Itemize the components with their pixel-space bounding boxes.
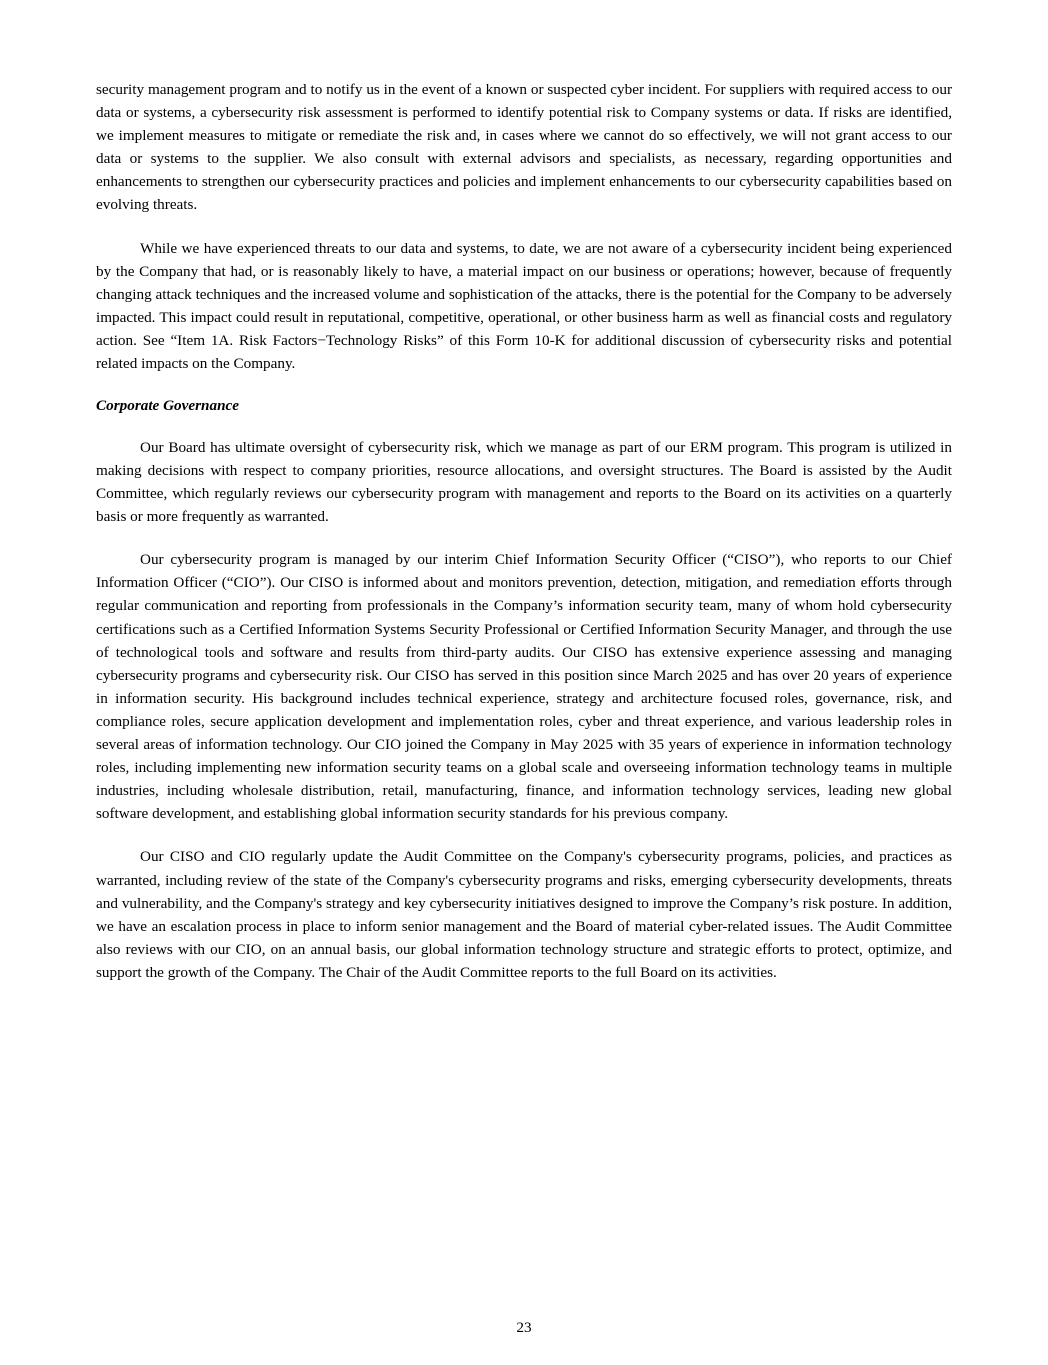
paragraph-audit-committee-updates: Our CISO and CIO regularly update the Audit Committee on the Company's cybersecurity programs, policies, and practices as warranted, including review of the state of the Company's cybersecurity programs and risks, emerging cybersecurity developments, threats and vulnerability, and the Company's strategy and key cybersecurity initiatives designed to improve the Company’s risk posture. In addition, we have an escalation process in place to inform senior management and the Board of material cyber-related issues. The Audit Committee also reviews with our CIO, on an annual basis, our global information technology structure and strategic efforts to protect, optimize, and support the growth of the Company. The Chair of the Audit Committee reports to the full Board on its activities. xyxy=(96,848,952,981)
section-heading-corporate-governance: Corporate Governance xyxy=(96,397,240,415)
paragraph-spacer xyxy=(96,825,952,845)
page-number: 23 xyxy=(516,1319,532,1336)
paragraph-continued: security management program and to notify us in the event of a known or suspected cyber incident. For suppliers with required access to our data or systems, a cybersecurity risk assessment is performed to identify potential risk to Company systems or data. If risks are identified, we implement measures to mitigate or remediate the risk and, in cases where we cannot do so effectively, we will not grant access to our data or systems to the supplier. We also consult with external advisors and specialists, as necessary, regarding opportunities and enhancements to strengthen our cybersecurity practices and policies and implement enhancements to our cybersecurity capabilities based on evolving threats. xyxy=(96,81,952,214)
paragraph-board-oversight: Our Board has ultimate oversight of cybersecurity risk, which we manage as part of our ERM program. This program is utilized in making decisions with respect to company priorities, resource allocations, and oversight structures. The Board is assisted by the Audit Committee, which regularly reviews our cybersecurity program with management and reports to the Board on its activities on a quarterly basis or more frequently as warranted. xyxy=(96,438,952,526)
paragraph-ciso-cio-program: Our cybersecurity program is managed by our interim Chief Information Security Officer (“CISO”), who reports to our Chief Information Officer (“CIO”). Our CISO is informed about and monitors prevention, detection, mitigation, and remediation efforts through regular communication and reporting from professionals in the Company’s information security team, many of whom hold cybersecurity certifications such as a Certified Information Systems Security Professional or Certified Information Security Manager, and through the use of technological tools and software and results from third-party audits. Our CISO has extensive experience assessing and managing cybersecurity programs and cybersecurity risk. Our CISO has served in this position since March 2025 and has over 20 years of experience in information security. His background includes technical experience, strategy and architecture focused roles, governance, risk, and compliance roles, secure application development and implementation roles, cyber and threat experience, and various leadership roles in several areas of information technology. Our CIO joined the Company in May 2025 with 35 years of experience in information technology roles, including implementing new information security teams on a global scale and overseeing information technology teams in multiple industries, including wholesale distribution, retail, manufacturing, finance, and information technology services, leading new global software development, and establishing global information security standards for his previous company. xyxy=(96,551,952,823)
paragraph-spacer xyxy=(96,528,952,548)
paragraph-spacer xyxy=(96,217,952,237)
heading-spacer xyxy=(96,418,952,436)
paragraph-cyber-incident-status: While we have experienced threats to our data and systems, to date, we are not aware of a cybersecurity incident being experienced by the Company that had, or is reasonably likely to have, a material impact on our business or operations; however, because of frequently changing attack techniques and the increased volume and sophistication of the attacks, there is the potential for the Company to be adversely impacted. This impact could result in reputational, competitive, operational, or other business harm as well as financial costs and regulatory action. See “Item 1A. Risk Factors−Technology Risks” of this Form 10-K for additional discussion of cybersecurity risks and potential related impacts on the Company. xyxy=(96,239,952,373)
paragraph-spacer xyxy=(96,375,952,395)
